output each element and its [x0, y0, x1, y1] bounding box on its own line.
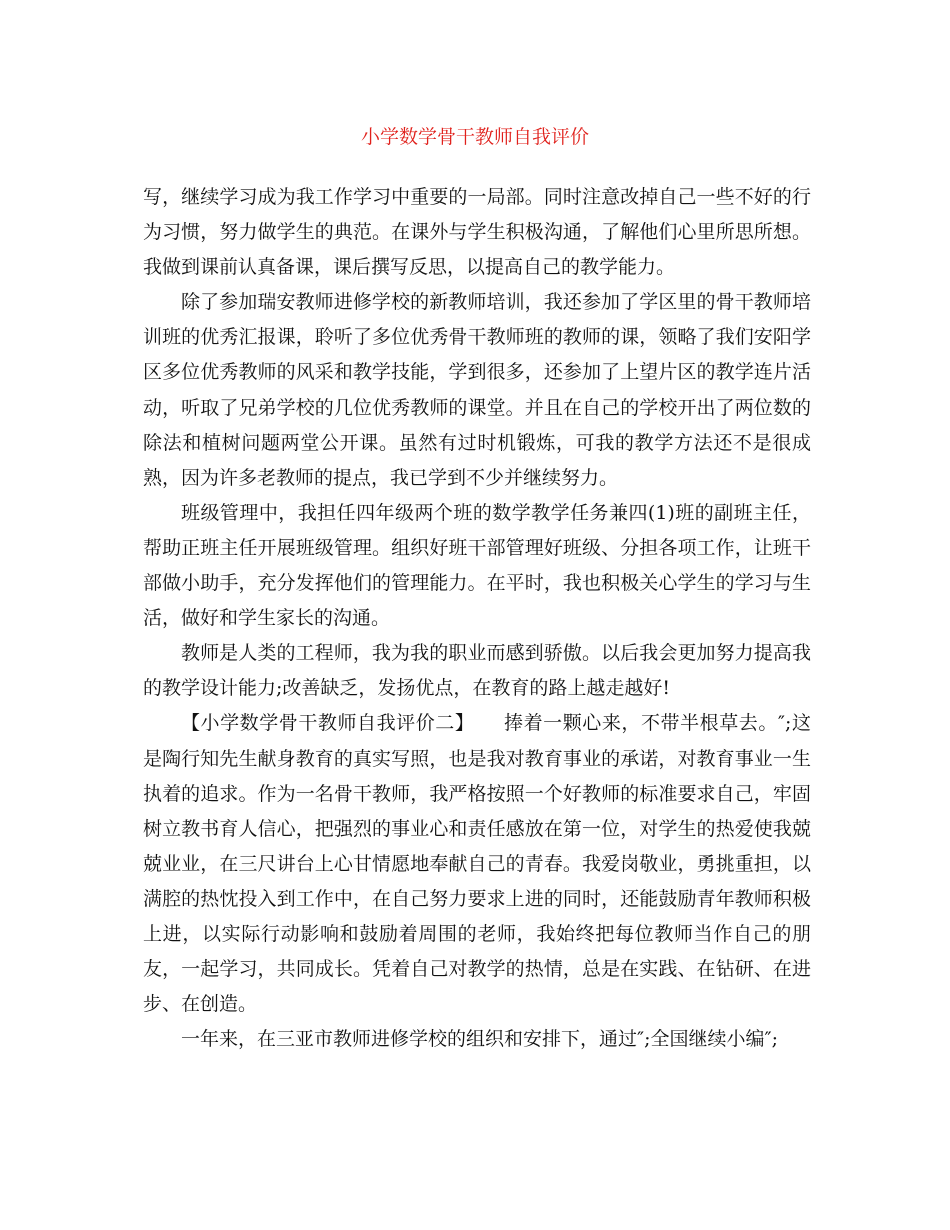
paragraph-6: 一年来，在三亚市教师进修学校的组织和安排下，通过″;全国继续小编″; [181, 1028, 778, 1051]
document-body [143, 180, 811, 1057]
document-title: 小学数学骨干教师自我评价 [360, 126, 589, 148]
paragraph-3: 班级管理中，我担任四年级两个班的数学教学任务兼四(1)班的副班主任，帮助正班主任开展班级管理。组织好班干部管理好班级、分担各项工作，让班干部做小助手，充分发挥他们的管理能力。在平时，我也积极关心学生的学习与生活，做好和学生家长的沟通。 [143, 501, 811, 630]
paragraph-5: 【小学数学骨干教师自我评价二】 捧着一颗心来，不带半根草去。″;这是陶行知先生献身教育的真实写照，也是我对教育事业的承诺，对教育事业一生执着的追求。作为一名骨干教师，我严格按照一个好教师的标准要求自己，牢固树立教书育人信心，把强烈的事业心和责任感放在第一位，对学生的热爱使我兢兢业业，在三尺讲台上心甘情愿地奉献自己的青春。我爱岗敬业，勇挑重担，以满腔的热忱投入到工作中，在自己努力要求上进的同时，还能鼓励青年教师积极上进，以实际行动影响和鼓励着周围的老师，我始终把每位教师当作自己的朋友，一起学习，共同成长。凭着自己对教学的热情，总是在实践、在钻研、在进步、在创造。 [143, 712, 811, 1016]
paragraph-2: 除了参加瑞安教师进修学校的新教师培训，我还参加了学区里的骨干教师培训班的优秀汇报课，聆听了多位优秀骨干教师班的教师的课，领略了我们安阳学区多位优秀教师的风采和教学技能，学到很多，还参加了上望片区的教学连片活动，听取了兄弟学校的几位优秀教师的课堂。并且在自己的学校开出了两位数的除法和植树问题两堂公开课。虽然有过时机锻炼，可我的教学方法还不是很成熟，因为许多老教师的提点，我已学到不少并继续努力。 [143, 291, 811, 489]
paragraph-4: 教师是人类的工程师，我为我的职业而感到骄傲。以后我会更加努力提高我的教学设计能力;改善缺乏，发扬优点，在教育的路上越走越好! [143, 642, 811, 700]
paragraph-1: 写，继续学习成为我工作学习中重要的一局部。同时注意改掉自己一些不好的行为习惯，努力做学生的典范。在课外与学生积极沟通，了解他们心里所思所想。我做到课前认真备课，课后撰写反思，以提高自己的教学能力。 [143, 186, 811, 279]
